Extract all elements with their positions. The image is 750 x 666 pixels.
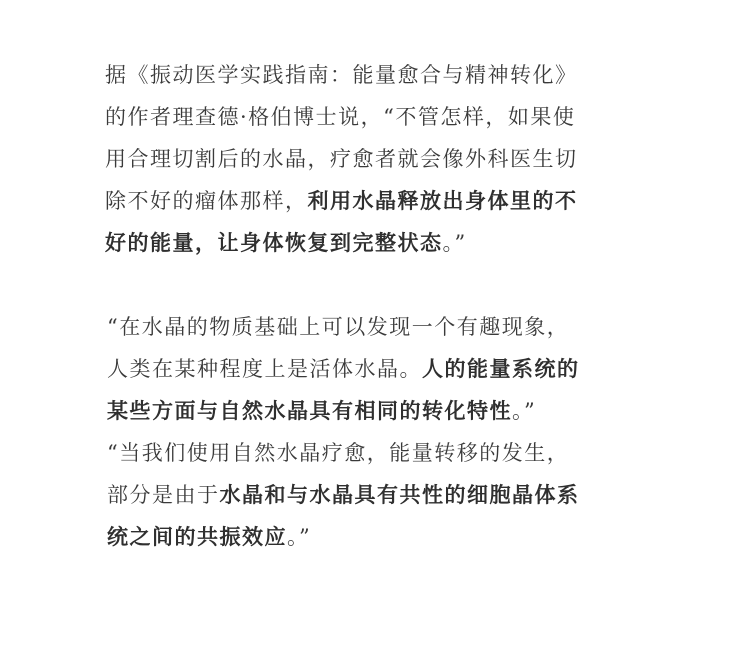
text-run: 。” xyxy=(442,231,467,255)
text-run: 。” xyxy=(512,399,537,423)
emphasis-text: 水晶和与水晶具有共性的细胞晶体系 xyxy=(219,482,580,507)
text-run: 除不好的瘤体那样， xyxy=(105,189,308,213)
text-line xyxy=(107,432,652,474)
text-run: “在水晶的物质基础上可以发现一个有趣现象， xyxy=(107,315,570,339)
text-run: 据《振动医学实践指南：能量愈合与精神转化》 xyxy=(105,63,578,87)
text-run: 的作者理查德·格伯博士说，“不管怎样，如果使 xyxy=(105,105,576,129)
emphasis-text: 某些方面与自然水晶具有相同的转化特性 xyxy=(107,398,512,423)
text-run: 部分是由于 xyxy=(107,483,220,507)
paragraph-quote-resonance xyxy=(107,432,652,558)
text-line xyxy=(105,54,650,96)
emphasis-text: 统之间的共振效应 xyxy=(107,524,287,549)
text-line xyxy=(107,390,652,432)
paragraph-quote-gerber xyxy=(105,54,650,264)
text-line xyxy=(105,222,650,264)
text-line xyxy=(107,306,652,348)
text-run: “当我们使用自然水晶疗愈，能量转移的发生， xyxy=(107,441,570,465)
text-line xyxy=(107,348,652,390)
text-line xyxy=(105,180,650,222)
emphasis-text: 人的能量系统的 xyxy=(422,356,580,381)
text-run: 用合理切割后的水晶，疗愈者就会像外科医生切 xyxy=(105,147,578,171)
text-line xyxy=(107,474,652,516)
text-run: 人类在某种程度上是活体水晶。 xyxy=(107,357,422,381)
text-run: 。” xyxy=(287,525,312,549)
text-line xyxy=(107,516,652,558)
text-line xyxy=(105,138,650,180)
emphasis-text: 好的能量，让身体恢复到完整状态 xyxy=(105,230,443,255)
emphasis-text: 利用水晶释放出身体里的不 xyxy=(307,188,578,213)
text-line xyxy=(105,96,650,138)
paragraph-quote-crystal xyxy=(107,306,652,432)
